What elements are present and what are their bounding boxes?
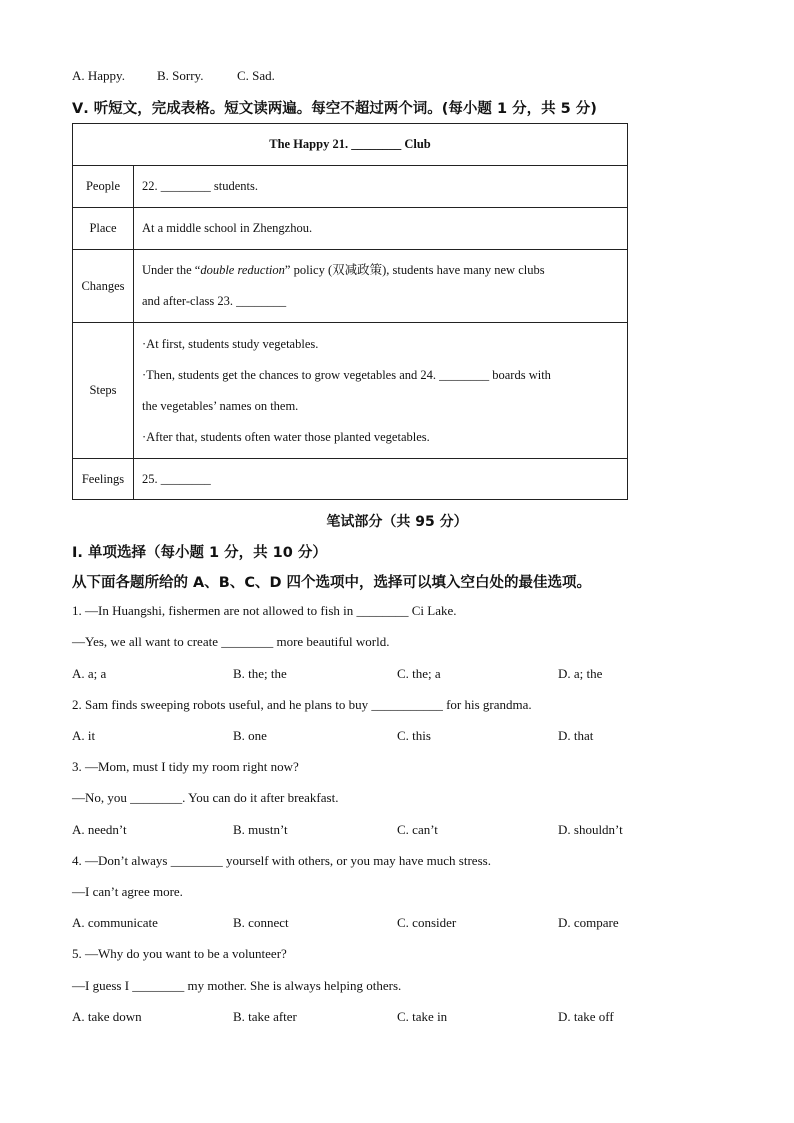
option-a: A. Happy. [72, 68, 125, 83]
section-5-heading: Ⅴ. 听短文，完成表格。短文读两遍。每空不超过两个词。(每小题 1 分，共 5 分) [72, 101, 597, 117]
question-1-option-a: A. a; a [72, 666, 107, 681]
question-3-option-a: A. needn’t [72, 822, 127, 837]
question-5-line-1: 5. —Why do you want to be a volunteer? [72, 946, 287, 961]
question-4-line-2: —I can’t agree more. [72, 884, 183, 899]
question-1-option-d: D. a; the [558, 666, 603, 681]
question-5-option-a: A. take down [72, 1009, 142, 1024]
question-3-option-d: D. shouldn’t [558, 822, 623, 837]
question-5-line-2: —I guess I ________ my mother. She is always helping others. [72, 978, 402, 993]
question-3-line-1: 3. —Mom, must I tidy my room right now? [72, 759, 299, 774]
people-label: People [73, 166, 134, 208]
question-5-option-d: D. take off [558, 1009, 614, 1024]
question-4-line-1: 4. —Don’t always ________ yourself with others, or you may have much stress. [72, 853, 491, 868]
question-1-option-c: C. the; a [397, 666, 441, 681]
question-1-line-1: 1. —In Huangshi, fishermen are not allowed to fish in ________ Ci Lake. [72, 603, 457, 618]
question-1-line-2: —Yes, we all want to create ________ more beautiful world. [72, 634, 390, 649]
question-3-line-2: —No, you ________. You can do it after breakfast. [72, 790, 339, 805]
people-value: 22. ________ students. [134, 166, 628, 208]
section-1-instruction: 从下面各题所给的 A、B、C、D 四个选项中，选择可以填入空白处的最佳选项。 [72, 575, 592, 591]
feelings-label: Feelings [73, 459, 134, 500]
changes-value: Under the “double reduction” policy (双减政策), students have many new clubs and after-class 23. ________ [134, 250, 628, 323]
feelings-value: 25. ________ [134, 459, 628, 500]
steps-value: ·At first, students study vegetables. ·Then, students get the chances to grow vegetables and 24. ________ boards with the vegetables’ names on them. ·After that, students often water those planted vegetables. [134, 323, 628, 459]
question-2-option-b: B. one [233, 728, 267, 743]
question-5-option-c: C. take in [397, 1009, 448, 1024]
table-title: The Happy 21. ________ Club [73, 124, 628, 166]
question-4-option-d: D. compare [558, 915, 619, 930]
question-2-option-c: C. this [397, 728, 431, 743]
question-2-option-a: A. it [72, 728, 96, 743]
question-1-option-b: B. the; the [233, 666, 287, 681]
option-c: C. Sad. [237, 68, 275, 83]
section-1-heading: Ⅰ. 单项选择（每小题 1 分，共 10 分） [72, 545, 327, 561]
written-part-title: 笔试部分（共 95 分） [326, 514, 468, 530]
question-3-option-c: C. can’t [397, 822, 438, 837]
changes-label: Changes [73, 250, 134, 323]
listening-table [72, 123, 628, 500]
place-value: At a middle school in Zhengzhou. [134, 208, 628, 250]
question-4-option-c: C. consider [397, 915, 457, 930]
place-label: Place [73, 208, 134, 250]
option-b: B. Sorry. [157, 68, 204, 83]
question-4-option-a: A. communicate [72, 915, 158, 930]
question-3-option-b: B. mustn’t [233, 822, 288, 837]
question-4-option-b: B. connect [233, 915, 289, 930]
question-5-option-b: B. take after [233, 1009, 297, 1024]
question-2-option-d: D. that [558, 728, 594, 743]
question-2-line-1: 2. Sam finds sweeping robots useful, and he plans to buy ___________ for his grandma. [72, 697, 532, 712]
steps-label: Steps [73, 323, 134, 459]
